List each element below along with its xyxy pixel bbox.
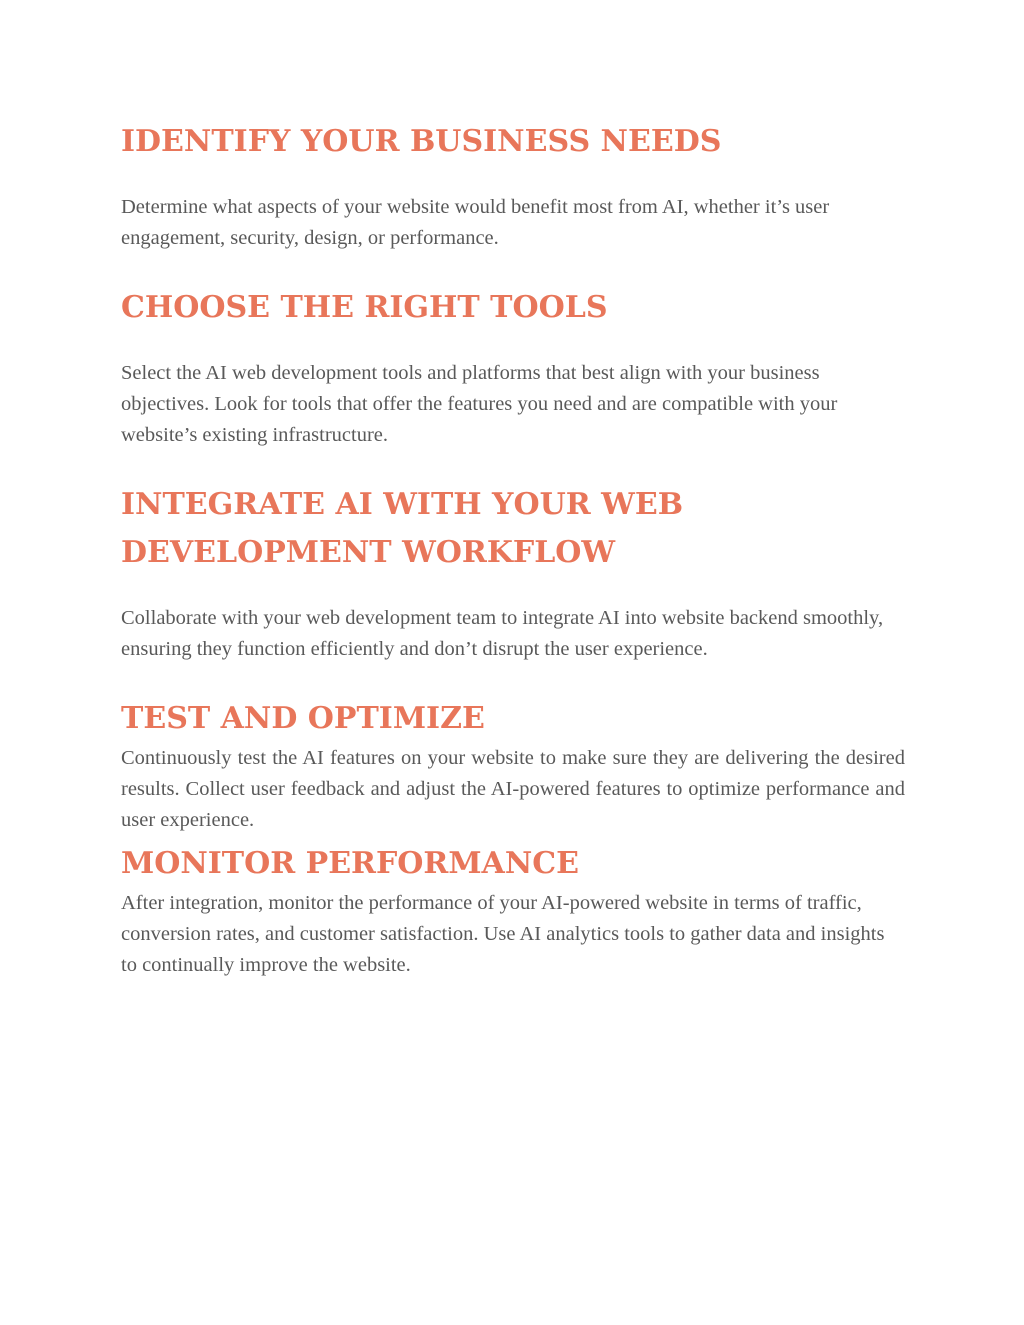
section-heading-identify-needs: IDENTIFY YOUR BUSINESS NEEDS (121, 124, 722, 159)
section-heading-monitor-performance: MONITOR PERFORMANCE (121, 846, 579, 881)
section-heading-choose-tools: CHOOSE THE RIGHT TOOLS (121, 290, 608, 325)
section-body-monitor-performance: After integration, monitor the performance of your AI-powered website in terms of traffic, conversion rates, and customer satisfaction. Use AI analytics tools to gather data and insights to continually improve the website. (121, 892, 885, 976)
section-heading-test-optimize: TEST AND OPTIMIZE (121, 701, 485, 736)
section-body-choose-tools: Select the AI web development tools and platforms that best align with your business objectives. Look for tools that offer the features you need and are compatible with your website’s existing infrastructure. (121, 362, 838, 446)
section-heading-integrate-ai: INTEGRATE AI WITH YOUR WEB DEVELOPMENT WORKFLOW (121, 487, 684, 570)
document-page (121, 118, 905, 981)
section-body-integrate-ai: Collaborate with your web development team to integrate AI into website backend smoothly, ensuring they function efficiently and don’t disrupt the user experience. (121, 607, 884, 660)
section-body-identify-needs: Determine what aspects of your website would benefit most from AI, whether it’s user engagement, security, design, or performance. (121, 196, 830, 249)
section-body-test-optimize: Continuously test the AI features on your website to make sure they are delivering the desired results. Collect user feedback and adjust the AI-powered features to optimize performance and user experience. (121, 747, 905, 831)
